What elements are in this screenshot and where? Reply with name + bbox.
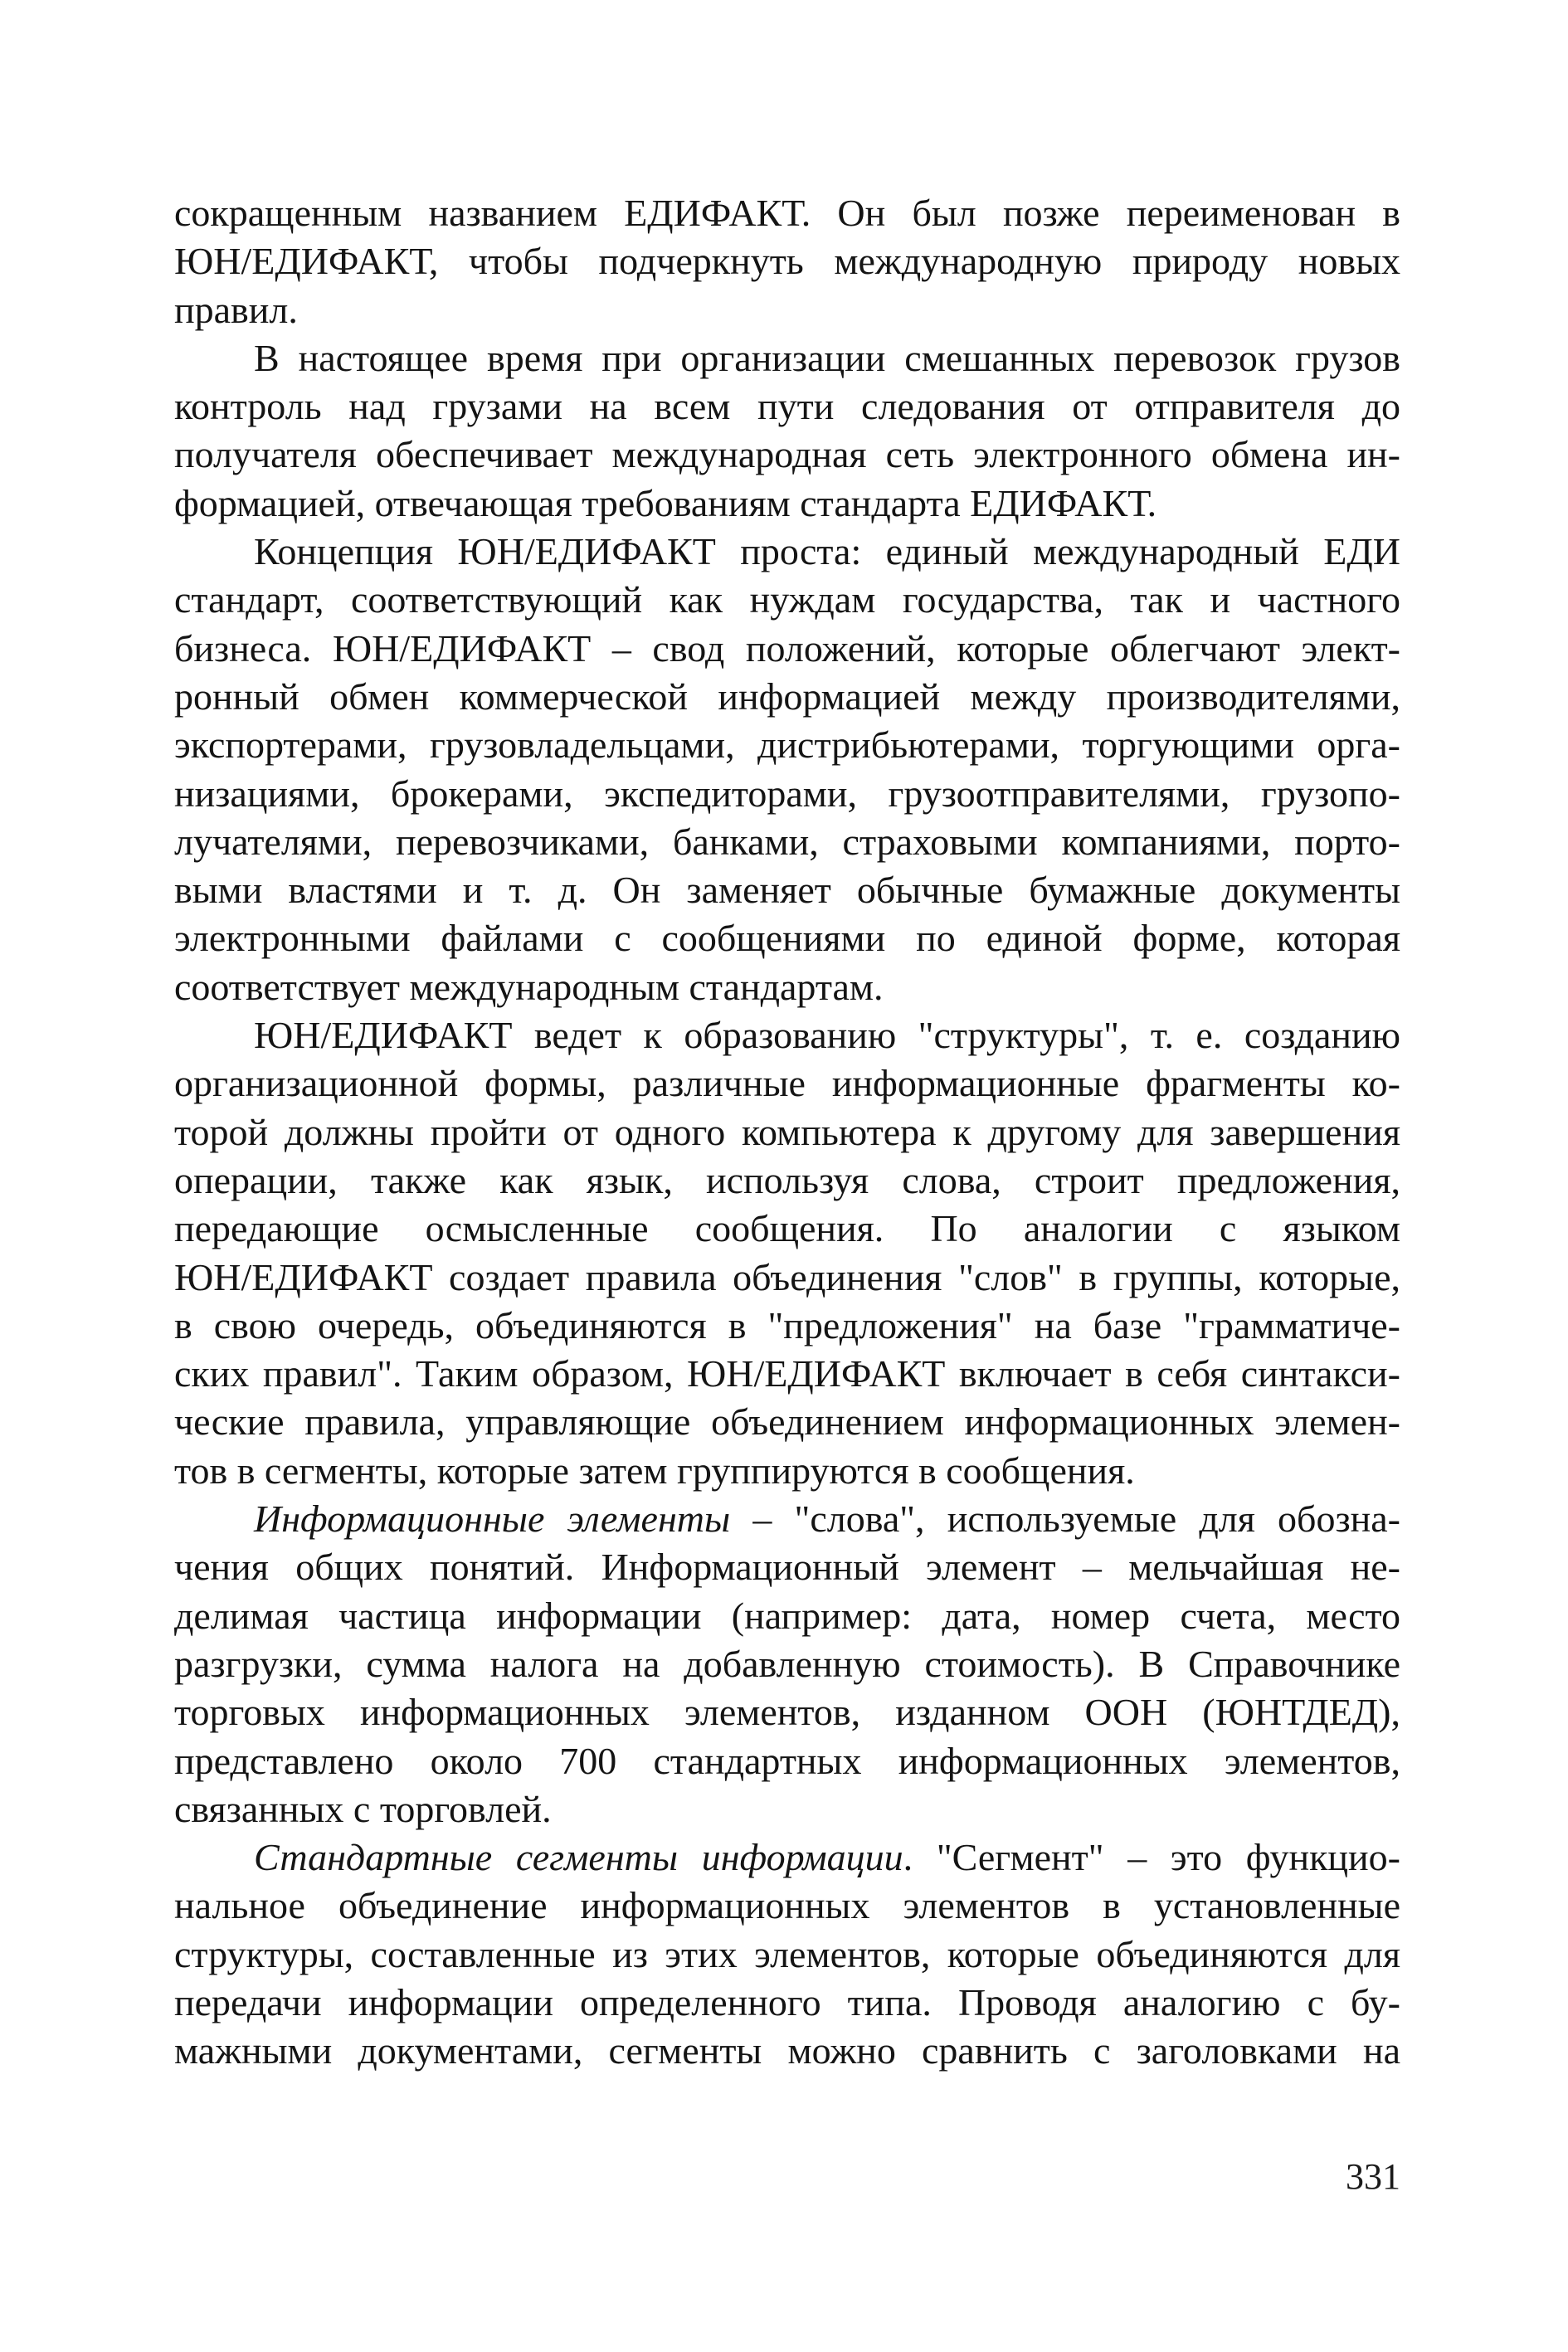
text-line: сокращенным названием ЕДИФАКТ. Он был позже переименован в — [174, 192, 1400, 234]
text-line: ЮН/ЕДИФАКТ ведет к образованию "структуры", т. е. созданию — [254, 1014, 1400, 1057]
text-line — [174, 1833, 1400, 1882]
text-line: торговых информационных элементов, изданном ООН (ЮНТДЕД), — [174, 1691, 1400, 1734]
text-line: передачи информации определенного типа. Проводя аналогию с бу- — [174, 1980, 1400, 2023]
text-line: мажными документами, сегменты можно сравнить с заголовками на — [174, 2029, 1400, 2072]
paragraph-1 — [174, 189, 1400, 334]
text-run: . "Сегмент" – это функцио- — [903, 1836, 1400, 1879]
text-line: ЮН/ЕДИФАКТ создает правила объединения "слов" в группы, которые, — [174, 1255, 1400, 1298]
text-line: делимая частица информации (например: дата, номер счета, место — [174, 1594, 1400, 1637]
paragraph-6 — [174, 1833, 1400, 2075]
text-line: тов в сегменты, которые затем группируются в сообщения. — [174, 1449, 1135, 1492]
text-line: контроль над грузами на всем пути следования от отправителя до — [174, 385, 1400, 428]
text-line: выми властями и т. д. Он заменяет обычные бумажные документы — [174, 869, 1400, 912]
text-line: ских правил". Таким образом, ЮН/ЕДИФАКТ включает в себя синтакси- — [174, 1352, 1400, 1395]
text-line: Концепция ЮН/ЕДИФАКТ проста: единый международный ЕДИ — [254, 530, 1400, 573]
paragraph-3 — [174, 528, 1400, 1011]
text-line: стандарт, соответствующий как нуждам государства, так и частного — [174, 578, 1400, 621]
text-line: В настоящее время при организации смешанных перевозок грузов — [254, 336, 1400, 379]
paragraph-4 — [174, 1011, 1400, 1495]
italic-term: Информационные элементы — [254, 1497, 731, 1541]
text-line: торой должны пройти от одного компьютера к другому для завершения — [174, 1110, 1400, 1153]
text-line: ронный обмен коммерческой информацией между производителями, — [174, 674, 1400, 718]
paragraph-2 — [174, 334, 1400, 528]
text-line: разгрузки, сумма налога на добавленную стоимость). В Справочнике — [174, 1642, 1400, 1685]
text-line: в свою очередь, объединяются в "предложения" на базе "грамматиче- — [174, 1303, 1400, 1346]
italic-term: Стандартные сегменты информации — [254, 1836, 903, 1879]
text-line: операции, также как язык, используя слова, строит предложения, — [174, 1158, 1400, 1201]
text-line: передающие осмысленные сообщения. По аналогии с языком — [174, 1207, 1400, 1250]
text-line: представлено около 700 стандартных информационных элементов, — [174, 1739, 1400, 1782]
text-line: бизнеса. ЮН/ЕДИФАКТ – свод положений, которые облегчают элект- — [174, 626, 1400, 670]
paragraph-5 — [174, 1495, 1400, 1833]
text-line: электронными файлами с сообщениями по единой форме, которая — [174, 917, 1400, 960]
text-line: получателя обеспечивает международная сеть электронного обмена ин- — [174, 433, 1400, 476]
text-line: структуры, составленные из этих элементов, которые объединяются для — [174, 1932, 1400, 1975]
text-line: нальное объединение информационных элементов в установленные — [174, 1884, 1400, 1927]
text-line: ческие правила, управляющие объединением информационных элемен- — [174, 1400, 1400, 1444]
text-line: организационной формы, различные информационные фрагменты ко- — [174, 1062, 1400, 1105]
text-line: экспортерами, грузовладельцами, дистрибьютерами, торгующими орга- — [174, 723, 1400, 767]
page-number: 331 — [1346, 2156, 1400, 2197]
text-line: соответствует международным стандартам. — [174, 965, 884, 1008]
text-line: лучателями, перевозчиками, банками, страховыми компаниями, порто- — [174, 820, 1400, 863]
text-line: формацией, отвечающая требованиям стандарта ЕДИФАКТ. — [174, 481, 1157, 524]
text-line: ЮН/ЕДИФАКТ, чтобы подчеркнуть международную природу новых — [174, 240, 1400, 283]
text-line: низациями, брокерами, экспедиторами, грузоотправителями, грузопо- — [174, 772, 1400, 815]
text-line: чения общих понятий. Информационный элемент – мельчайшая не- — [174, 1546, 1400, 1589]
text-line: правил. — [174, 288, 298, 331]
body-text — [174, 189, 1400, 2076]
text-line: связанных с торговлей. — [174, 1787, 552, 1830]
text-line — [174, 1495, 1400, 1543]
text-run: – "слова", используемые для обозна- — [730, 1497, 1400, 1541]
